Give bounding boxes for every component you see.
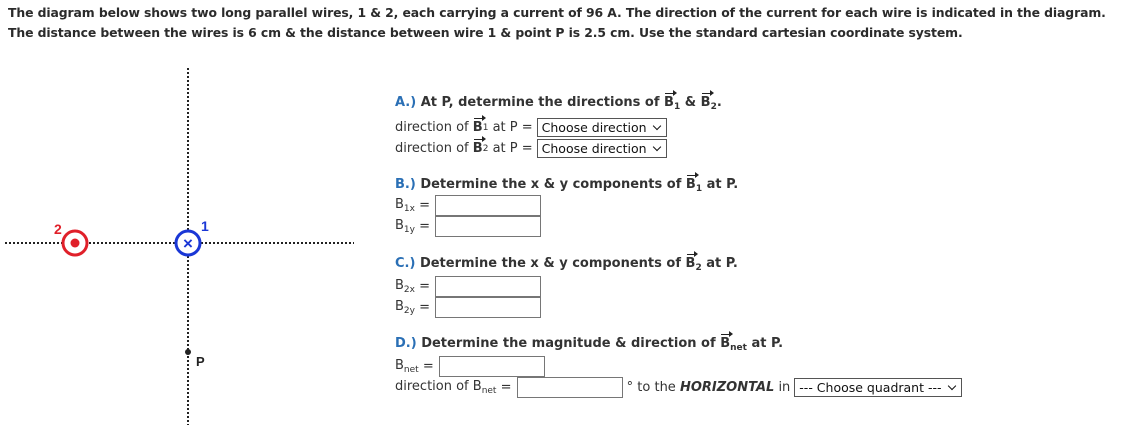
b2x-input[interactable] [435,276,541,297]
section-a-row-1: direction of B 1 at P = Choose direction [395,118,667,137]
b2y-input[interactable] [435,297,541,318]
section-a-row-2: direction of B 2 at P = Choose direction [395,139,667,158]
b1x-input[interactable] [435,195,541,216]
chevron-down-icon [652,121,660,129]
chevron-down-icon [652,142,660,150]
bnet-magnitude-input[interactable] [439,356,545,377]
bnet-angle-input[interactable] [517,377,623,398]
section-d-row-magnitude: $B_{net}$ = [395,356,545,377]
section-d-title: D.) Determine the magnitude & direction of $B_{net}$ at P. [395,336,784,353]
point-p-label: P [196,354,205,369]
b1-direction-select[interactable]: Choose direction [537,118,667,137]
problem-statement: The diagram below shows two long parallel wires, 1 & 2, each carrying a current of 96 A. The direction of the current for each wire is indicated in the diagram. The distance between the wires is 6 cm & the distance between wire 1 & point P is 2.5 cm. Use the standard cartesian coordinate system. [8,5,1106,40]
section-b-row-y: $B_{1y}$ = [395,216,541,237]
section-b-row-x: $B_{1x}$ = [395,195,541,216]
section-a-title: A.) At P, determine the directions of $B_1$ & $B_2$. [395,95,722,112]
chevron-down-icon [947,381,955,389]
wire1-cross: × [183,234,193,253]
wire1-label: 1 [201,218,209,234]
quadrant-select[interactable]: --- Choose quadrant --- [794,378,961,397]
section-c-title: C.) Determine the x & y components of $B_2$ at P. [395,256,738,273]
wire-diagram [0,60,360,440]
wire2-dot [71,239,80,248]
b2-direction-select[interactable]: Choose direction [537,139,667,158]
point-p [185,349,191,355]
section-d-row-direction: direction of $B_{net}$ = ° to the HORIZONTAL in --- Choose quadrant --- [395,377,962,398]
b1y-input[interactable] [435,216,541,237]
section-c-row-y: $B_{2y}$ = [395,297,541,318]
section-b-title: B.) Determine the x & y components of $B_1$ at P. [395,177,739,194]
section-c-row-x: $B_{2x}$ = [395,276,541,297]
wire2-label: 2 [54,221,62,237]
